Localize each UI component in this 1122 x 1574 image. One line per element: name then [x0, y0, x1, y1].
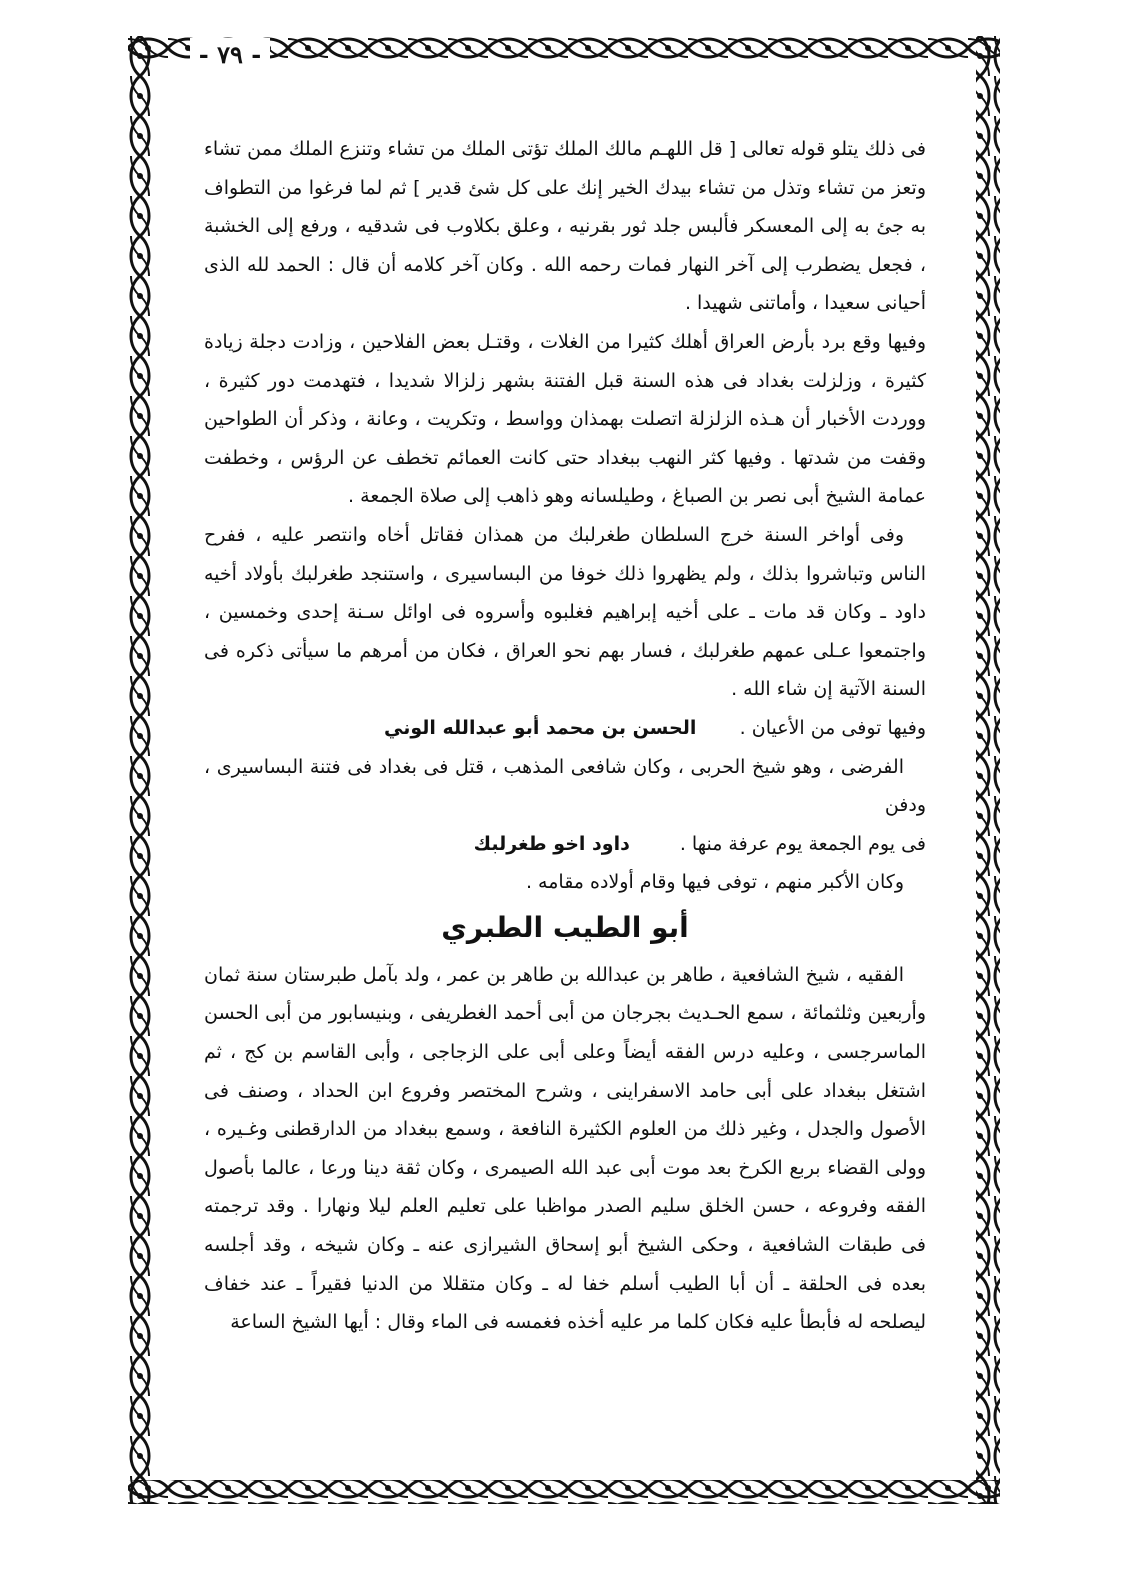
- person-name-1: الحسن بن محمد أبو عبدالله الوني: [384, 716, 697, 739]
- section-heading: أبو الطيب الطبري: [441, 910, 689, 944]
- death-1-end-row: [204, 825, 926, 864]
- page-body: [204, 130, 926, 1342]
- paragraph-biography: الفقيه ، شيخ الشافعية ، طاهر بن عبدالله بن طاهر بن عمر ، ولد بآمل طبرستان سنة ثمان وأربعين وثلثمائة ، سمع الحـديث بجرجان من أبى أحمد الغطريفى ، وبنيسابور من أبى الحسن الماسرجسى ، وعليه درس الفقه أيضاً وعلى أبى على الزجاجى ، وأبى القاسم بن كج ، ثم اشتغل ببغداد على أبى حامد الاسفراينى ، وشرح المختصر وفروع ابن الحداد ، وصنف فى الأصول والجدل ، وغير ذلك من العلوم الكثيرة النافعة ، وسمع ببغداد من الدارقطنى وغـيره ، وولى القضاء بربع الكرخ بعد موت أبى عبد الله الصيمرى ، وكان ثقة دينا ورعا ، عالما بأصول الفقه وفروعه ، حسن الخلق سليم الصدر مواظبا على تعليم العلم ليلا ونهارا . وقد ترجمته فى طبقات الشافعية ، وحكى الشيخ أبو إسحاق الشيرازى عنه ـ وكان شيخه ، وقد أجلسه بعده فى الحلقة ـ أن أبا الطيب أسلم خفا له ـ وكان متقللا من الدنيا فقيراً ـ عند خفاف ليصلحه له فأبطأ عليه فكان كلما مر عليه أخذه فغمسه فى الماء وقال : أيها الشيخ الساعة: [204, 963, 926, 1334]
- death-1-end: فى يوم الجمعة يوم عرفة منها .: [679, 832, 926, 855]
- paragraph-tughril: وفى أواخر السنة خرج السلطان طغرلبك من همذان فقاتل أخاه وانتصر عليه ، ففرح الناس وتباشروا بذلك ، ولم يظهروا ذلك خوفا من البساسيرى ، واستنجد طغرلبك بأولاد أخيه داود ـ وكان قد مات ـ على أخيه إبراهيم فغلبوه وأسروه فى اوائل سـنة إحدى وخمسين ، واجتمعوا عـلى عمهم طغرلبك ، فسار بهم نحو العراق ، فكان من أمرهم ما سيأتى ذكره فى السنة الآتية إن شاء الله .: [204, 523, 926, 701]
- deaths-intro: وفيها توفى من الأعيان .: [739, 716, 926, 739]
- paragraph-intro: فى ذلك يتلو قوله تعالى [ قل اللهـم مالك الملك تؤتى الملك من تشاء وتنزع الملك ممن تشاء وتعز من تشاء وتذل من تشاء بيدك الخير إنك على كل شئ قدير ] ثم لما فرغوا من التطواف به جئ به إلى المعسكر فألبس جلد ثور بقرنيه ، وعلق بكلاوب فى شدقيه ، ورفع إلى الخشبة ، فجعل يضطرب إلى آخر النهار فمات رحمه الله . وكان آخر كلامه أن قال : الحمد لله الذى أحيانى سعيدا ، وأماتنى شهيدا .: [204, 138, 926, 315]
- paragraph-death-1: الفرضى ، وهو شيخ الحربى ، وكان شافعى المذهب ، قتل فى بغداد فى فتنة البساسيرى ، ودفن: [204, 755, 926, 817]
- deaths-header-row: [204, 709, 926, 748]
- paragraph-events: وفيها وقع برد بأرض العراق أهلك كثيرا من الغلات ، وقتـل بعض الفلاحين ، وزادت دجلة زيادة كثيرة ، وزلزلت بغداد فى هذه السنة قبل الفتنة بشهر زلزالا شديدا ، فتهدمت دور كثيرة ، ووردت الأخبار أن هـذه الزلزلة اتصلت بهمذان وواسط ، وتكريت ، وعانة ، وذكر أن الطواحين وقفت من شدتها . وفيها كثر النهب ببغداد حتى كانت العمائم تخطف عن الرؤس ، وخطفت عمامة الشيخ أبى نصر بن الصباغ ، وطيلسانه وهو ذاهب إلى صلاة الجمعة .: [204, 330, 926, 508]
- paragraph-death-2: وكان الأكبر منهم ، توفى فيها وقام أولاده مقامه .: [525, 871, 904, 894]
- person-name-2: داود اخو طغرلبك: [473, 832, 630, 855]
- page-number: - ٧٩ -: [190, 38, 270, 72]
